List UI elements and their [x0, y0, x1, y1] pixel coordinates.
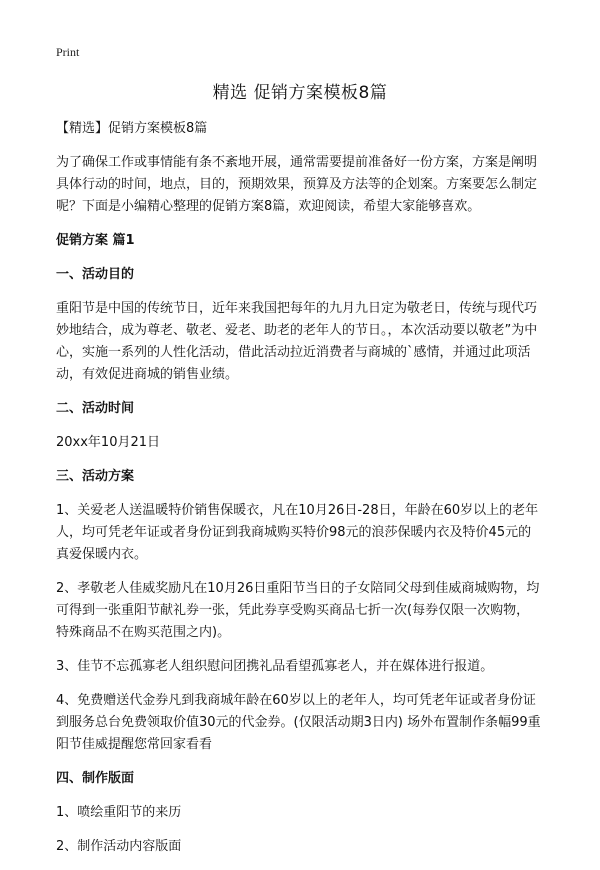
document-title: 精选 促销方案模板8篇: [212, 83, 388, 103]
intro-paragraph: 为了确保工作或事情能有条不紊地开展，通常需要提前准备好一份方案，方案是阐明具体行动的时间，地点，目的，预期效果，预算及方法等的企划案。方案要怎么制定呢？下面是小编精心整理的促销方案8篇，欢迎阅读，希望大家能够喜欢。: [56, 155, 538, 214]
plan-item-2: 2、孝敬老人佳威奖励凡在10月26日重阳节当日的子女陪同父母到佳威商城购物，均可得到一张重阳节献礼券一张，凭此券享受购买商品七折一次(每券仅限一次购物，特殊商品不在购买范围之内)。: [56, 581, 540, 640]
document-body: [56, 118, 542, 870]
plan-item-1: 1、关爱老人送温暖特价销售保暖衣，凡在10月26日-28日，年龄在60岁以上的老年人，均可凭老年证或者身份证到我商城购买特价98元的浪莎保暖内衣及特价45元的真爱保暖内衣。: [56, 503, 539, 562]
section-title: 促销方案 篇1: [56, 233, 135, 248]
subtitle: 【精选】促销方案模板8篇: [56, 121, 208, 136]
paragraph-activity-time: 20xx年10月21日: [56, 435, 161, 450]
boards-item-2: 2、制作活动内容版面: [56, 839, 182, 854]
heading-activity-purpose: 一、活动目的: [56, 267, 135, 282]
boards-item-1: 1、喷绘重阳节的来历: [56, 805, 182, 820]
heading-make-boards: 四、制作版面: [56, 771, 135, 786]
heading-activity-plan: 三、活动方案: [56, 469, 135, 484]
plan-item-4: 4、免费赠送代金券凡到我商城年龄在60岁以上的老年人，均可凭老年证或者身份证到服务总台免费领取价值30元的代金券。(仅限活动期3日内) 场外布置制作条幅99重阳节佳威提醒您常回家看看: [56, 693, 541, 752]
paragraph-activity-purpose: 重阳节是中国的传统节日，近年来我国把每年的九月九日定为敬老日，传统与现代巧妙地结合，成为尊老、敬老、爱老、助老的老年人的节日。，本次活动要以敬老”为中心，实施一系列的人性化活动，借此活动拉近消费者与商城的`感情，并通过此项活动，有效促进商城的销售业绩。: [56, 301, 538, 382]
print-link[interactable]: Print: [56, 45, 80, 59]
heading-activity-time: 二、活动时间: [56, 401, 135, 416]
plan-item-3: 3、佳节不忘孤寡老人组织慰问团携礼品看望孤寡老人，并在媒体进行报道。: [56, 659, 494, 674]
